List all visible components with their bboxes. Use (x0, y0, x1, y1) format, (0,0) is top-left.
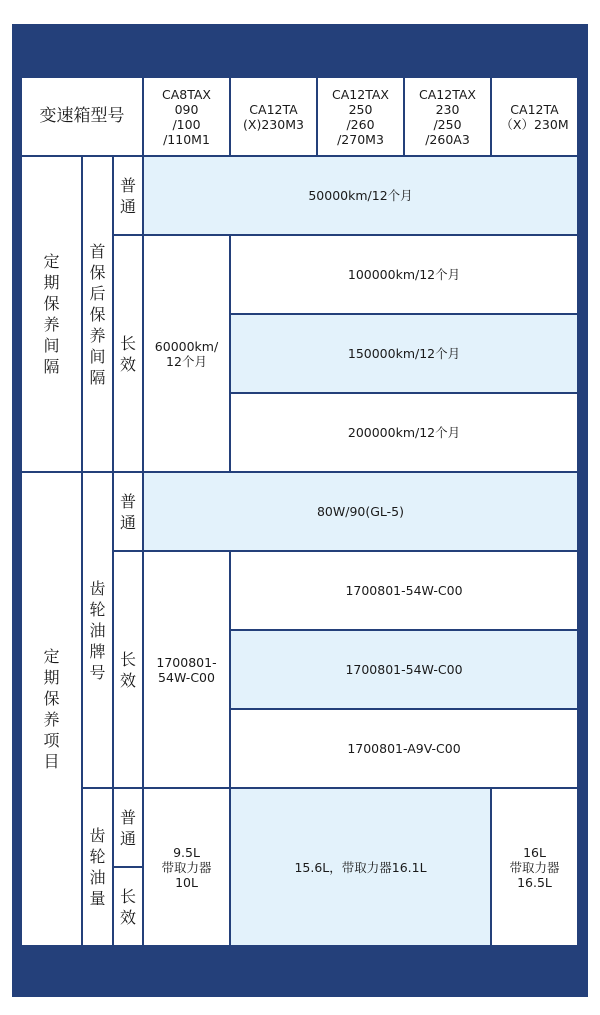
interval-long-value-3: 200000km/12个月 (230, 393, 578, 472)
header-row (21, 77, 578, 156)
items-group-label: 定期保养项目 (21, 472, 82, 946)
model-header-1: CA8TAX 090 /100 /110M1 (143, 77, 230, 156)
oil-volume-value-2: 15.6L，带取力器16.1L (230, 788, 491, 946)
model-header-3: CA12TAX 250 /260 /270M3 (317, 77, 404, 156)
table-row (21, 156, 578, 235)
model-header-5: CA12TA （X）230M (491, 77, 578, 156)
table-row (21, 788, 578, 867)
interval-normal-value: 50000km/12个月 (143, 156, 578, 235)
oil-volume-value-1: 9.5L 带取力器 10L (143, 788, 230, 946)
oil-brand-long-value-3: 1700801-A9V-C00 (230, 709, 578, 788)
gearbox-model-label: 变速箱型号 (21, 77, 143, 156)
oil-volume-value-3: 16L 带取力器 16.5L (491, 788, 578, 946)
interval-long-value-1: 100000km/12个月 (230, 235, 578, 314)
oil-volume-label: 齿轮油量 (82, 788, 113, 946)
table-row (21, 472, 578, 551)
oil-brand-long-label: 长效 (113, 551, 143, 788)
interval-long-value-2: 150000km/12个月 (230, 314, 578, 393)
oil-brand-long-value-2: 1700801-54W-C00 (230, 630, 578, 709)
maintenance-spec-table (20, 76, 579, 947)
interval-normal-label: 普通 (113, 156, 143, 235)
oil-brand-normal-label: 普通 (113, 472, 143, 551)
oil-brand-long-value-1: 1700801-54W-C00 (230, 551, 578, 630)
oil-brand-long-first-value: 1700801- 54W-C00 (143, 551, 230, 788)
interval-long-label: 长效 (113, 235, 143, 472)
model-header-4: CA12TAX 230 /250 /260A3 (404, 77, 491, 156)
interval-long-first-value: 60000km/ 12个月 (143, 235, 230, 472)
interval-group-label: 定期保养间隔 (21, 156, 82, 472)
oil-volume-long-label: 长效 (113, 867, 143, 946)
oil-brand-normal-value: 80W/90(GL-5) (143, 472, 578, 551)
oil-brand-label: 齿轮油牌号 (82, 472, 113, 788)
oil-volume-normal-label: 普通 (113, 788, 143, 867)
interval-sub-label: 首保后保养间隔 (82, 156, 113, 472)
model-header-2: CA12TA (X)230M3 (230, 77, 317, 156)
